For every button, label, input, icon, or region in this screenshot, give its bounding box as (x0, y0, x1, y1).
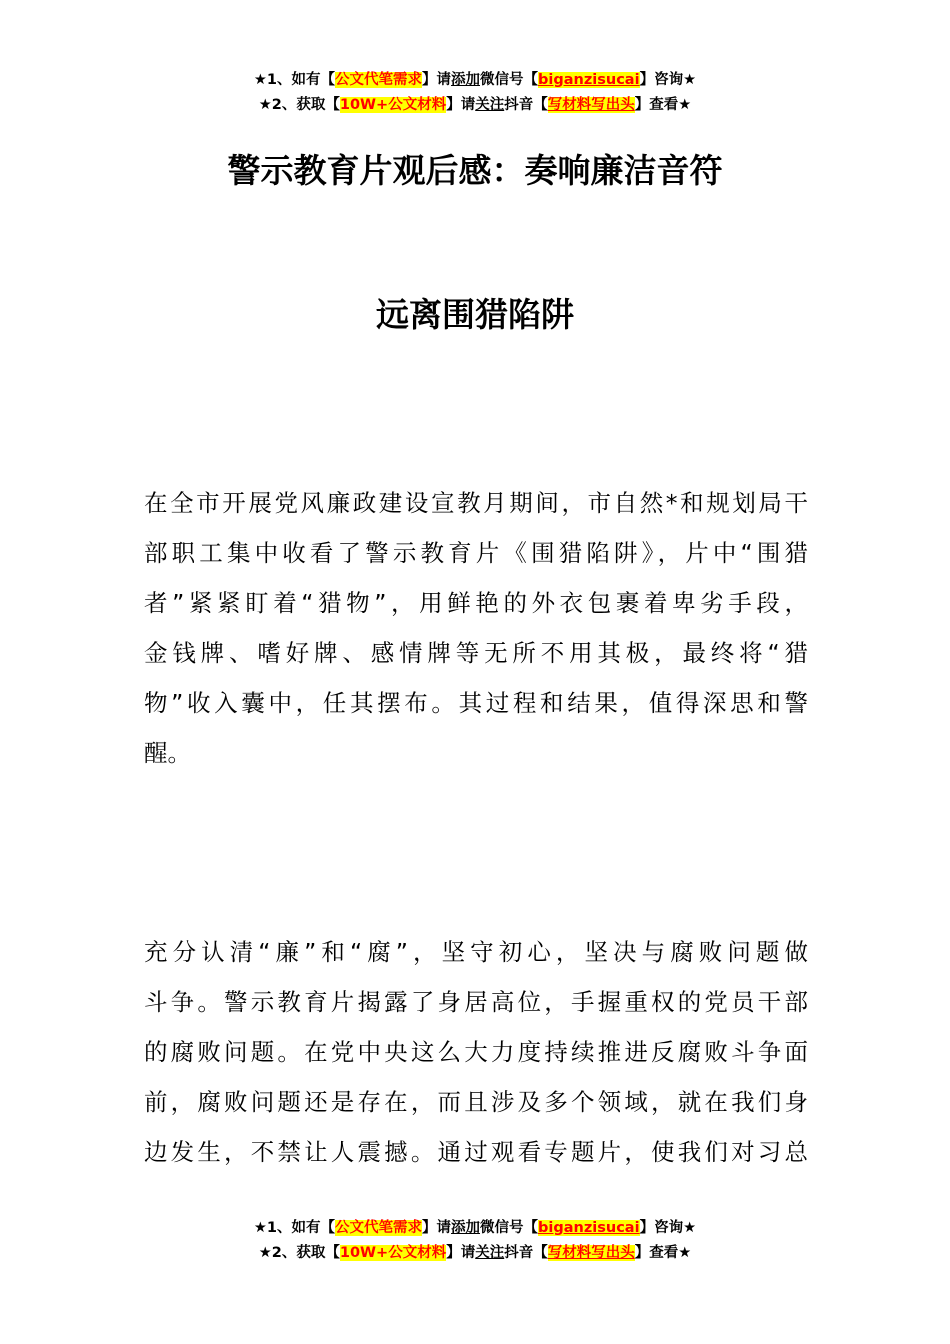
paragraph-line: 在全市开展党风廉政建设宣教月期间，市自然*和规划局干 (144, 489, 808, 517)
paragraph-line: 的腐败问题。在党中央这么大力度持续推进反腐败斗争面 (144, 1038, 808, 1066)
paragraph-line: 斗争。警示教育片揭露了身居高位，手握重权的党员干部 (144, 988, 808, 1016)
ghostwriting-highlight: 公文代笔需求 (335, 1220, 423, 1236)
page-title-line-1: 警示教育片观后感：奏响廉洁音符 (227, 151, 723, 190)
page-title-line-2: 远离围猎陷阱 (376, 295, 574, 334)
materials-highlight: 10W+公文材料 (339, 97, 447, 113)
banner-line-1: ★1、如有【公文代笔需求】请添加微信号【biganzisucai】咨询★ (253, 1220, 697, 1236)
paragraph-line: 前，腐败问题还是存在，而且涉及多个领域，就在我们身 (144, 1088, 808, 1116)
body-paragraph-2 (144, 927, 808, 1177)
header-banner (0, 68, 950, 118)
banner-line-1: ★1、如有【公文代笔需求】请添加微信号【biganzisucai】咨询★ (253, 72, 697, 88)
wechat-id-highlight: biganzisucai (538, 1220, 640, 1236)
paragraph-line: 者”紧紧盯着“猎物”，用鲜艳的外衣包裹着卑劣手段， (144, 589, 808, 617)
banner-line-2: ★2、获取【10W+公文材料】请关注抖音【写材料写出头】查看★ (258, 1245, 692, 1261)
douyin-id-highlight: 写材料写出头 (547, 97, 635, 113)
banner-line-2: ★2、获取【10W+公文材料】请关注抖音【写材料写出头】查看★ (258, 97, 692, 113)
paragraph-line: 金钱牌、嗜好牌、感情牌等无所不用其极，最终将“猎 (144, 639, 808, 667)
materials-highlight: 10W+公文材料 (339, 1245, 447, 1261)
body-paragraph-1 (144, 478, 808, 778)
paragraph-line: 充分认清“廉”和“腐”，坚守初心，坚决与腐败问题做 (144, 938, 808, 966)
paragraph-line: 醒。 (144, 739, 191, 767)
wechat-id-highlight: biganzisucai (538, 72, 640, 88)
douyin-id-highlight: 写材料写出头 (547, 1245, 635, 1261)
ghostwriting-highlight: 公文代笔需求 (335, 72, 423, 88)
paragraph-line: 物”收入囊中，任其摆布。其过程和结果，值得深思和警 (144, 689, 808, 717)
paragraph-line: 边发生，不禁让人震撼。通过观看专题片，使我们对习总 (144, 1138, 808, 1166)
footer-banner (0, 1216, 950, 1266)
paragraph-line: 部职工集中收看了警示教育片《围猎陷阱》，片中“围猎 (144, 539, 808, 567)
